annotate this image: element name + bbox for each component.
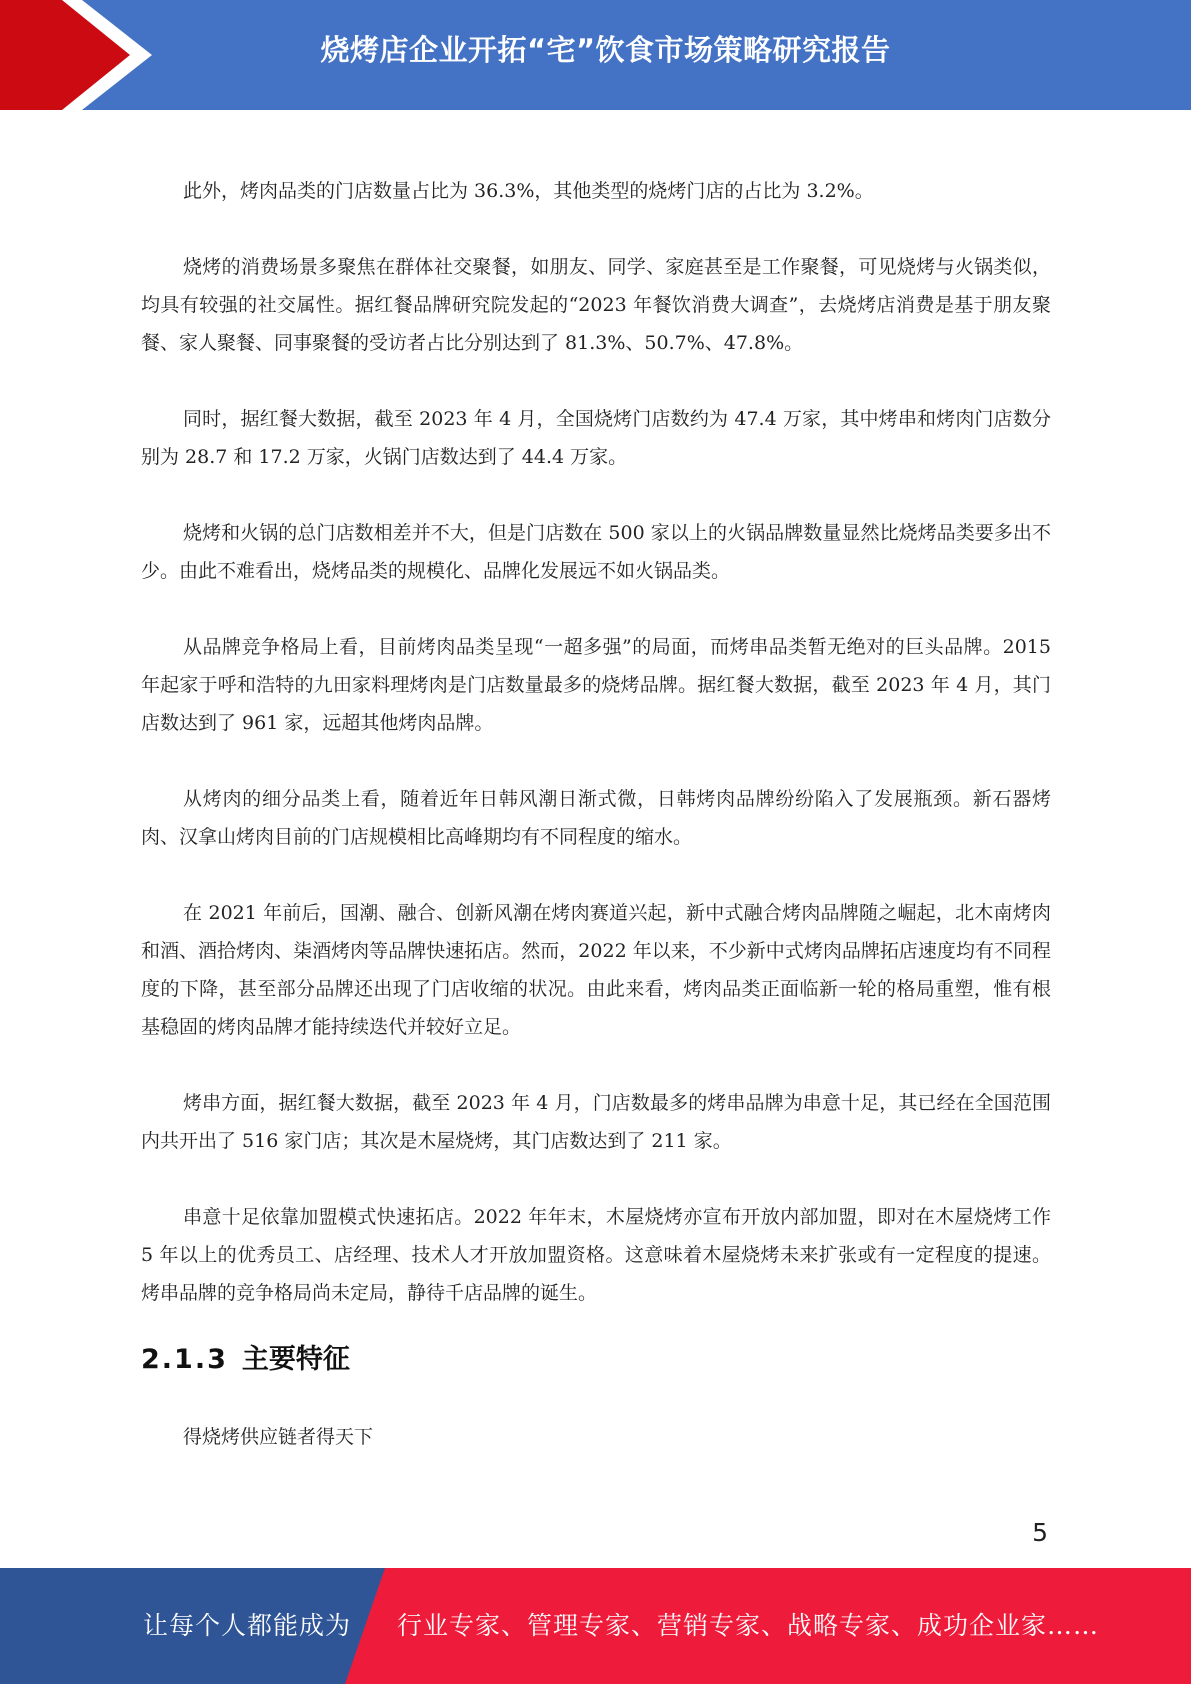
section-title: 主要特征 [241, 1344, 350, 1375]
section-heading [141, 1340, 1051, 1380]
paragraph: 同时，据红餐大数据，截至 2023 年 4 月，全国烧烤门店数约为 47.4 万家，其中烤串和烤肉门店数分别为 28.7 和 17.2 万家，火锅门店数达到了 44.4 万家。 [141, 408, 1051, 468]
page-number: 5 [1032, 1518, 1048, 1547]
paragraph: 烧烤的消费场景多聚焦在群体社交聚餐，如朋友、同学、家庭甚至是工作聚餐，可见烧烤与火锅类似，均具有较强的社交属性。据红餐品牌研究院发起的“2023 年餐饮消费大调查”，去烧烤店消费是基于朋友聚餐、家人聚餐、同事聚餐的受访者占比分别达到了 81.3%、50.7%、47.8%。 [141, 256, 1051, 354]
paragraph: 此外，烤肉品类的门店数量占比为 36.3%，其他类型的烧烤门店的占比为 3.2%。 [183, 180, 874, 202]
paragraph: 烤串方面，据红餐大数据，截至 2023 年 4 月，门店数最多的烤串品牌为串意十足，其已经在全国范围内共开出了 516 家门店；其次是木屋烧烤，其门店数达到了 211 家。 [141, 1092, 1051, 1152]
document-title: 烧烤店企业开拓“宅”饮食市场策略研究报告 [320, 33, 891, 67]
footer-slogan-right: 行业专家、管理专家、营销专家、战略专家、成功企业家…… [397, 1611, 1100, 1640]
paragraph: 在 2021 年前后，国潮、融合、创新风潮在烤肉赛道兴起，新中式融合烤肉品牌随之崛起，北木南烤肉和酒、酒拾烤肉、柒酒烤肉等品牌快速拓店。然而，2022 年以来，不少新中式烤肉品牌拓店速度均有不同程度的下降，甚至部分品牌还出现了门店收缩的状况。由此来看，烤肉品类正面临新一轮的格局重塑，惟有根基稳固的烤肉品牌才能持续迭代并较好立足。 [141, 902, 1051, 1038]
section-number: 2.1.3 [141, 1344, 228, 1375]
footer-slogan-left: 让每个人都能成为 [143, 1611, 352, 1640]
paragraph: 从品牌竞争格局上看，目前烤肉品类呈现“一超多强”的局面，而烤串品类暂无绝对的巨头品牌。2015 年起家于呼和浩特的九田家料理烤肉是门店数量最多的烧烤品牌。据红餐大数据，截至 2023 年 4 月，其门店数达到了 961 家，远超其他烤肉品牌。 [141, 636, 1051, 734]
paragraph: 从烤肉的细分品类上看，随着近年日韩风潮日渐式微，日韩烤肉品牌纷纷陷入了发展瓶颈。新石器烤肉、汉拿山烤肉目前的门店规模相比高峰期均有不同程度的缩水。 [141, 788, 1051, 848]
page-header [0, 0, 1191, 110]
document-body [141, 172, 1051, 1494]
paragraph: 烧烤和火锅的总门店数相差并不大，但是门店数在 500 家以上的火锅品牌数量显然比烧烤品类要多出不少。由此不难看出，烧烤品类的规模化、品牌化发展远不如火锅品类。 [141, 522, 1051, 582]
paragraph: 串意十足依靠加盟模式快速拓店。2022 年年末，木屋烧烤亦宣布开放内部加盟，即对在木屋烧烤工作 5 年以上的优秀员工、店经理、技术人才开放加盟资格。这意味着木屋烧烤未来扩张或有一定程度的提速。烤串品牌的竞争格局尚未定局，静待千店品牌的诞生。 [141, 1206, 1051, 1304]
section-first-paragraph: 得烧烤供应链者得天下 [183, 1426, 374, 1448]
page-footer [0, 1568, 1191, 1684]
